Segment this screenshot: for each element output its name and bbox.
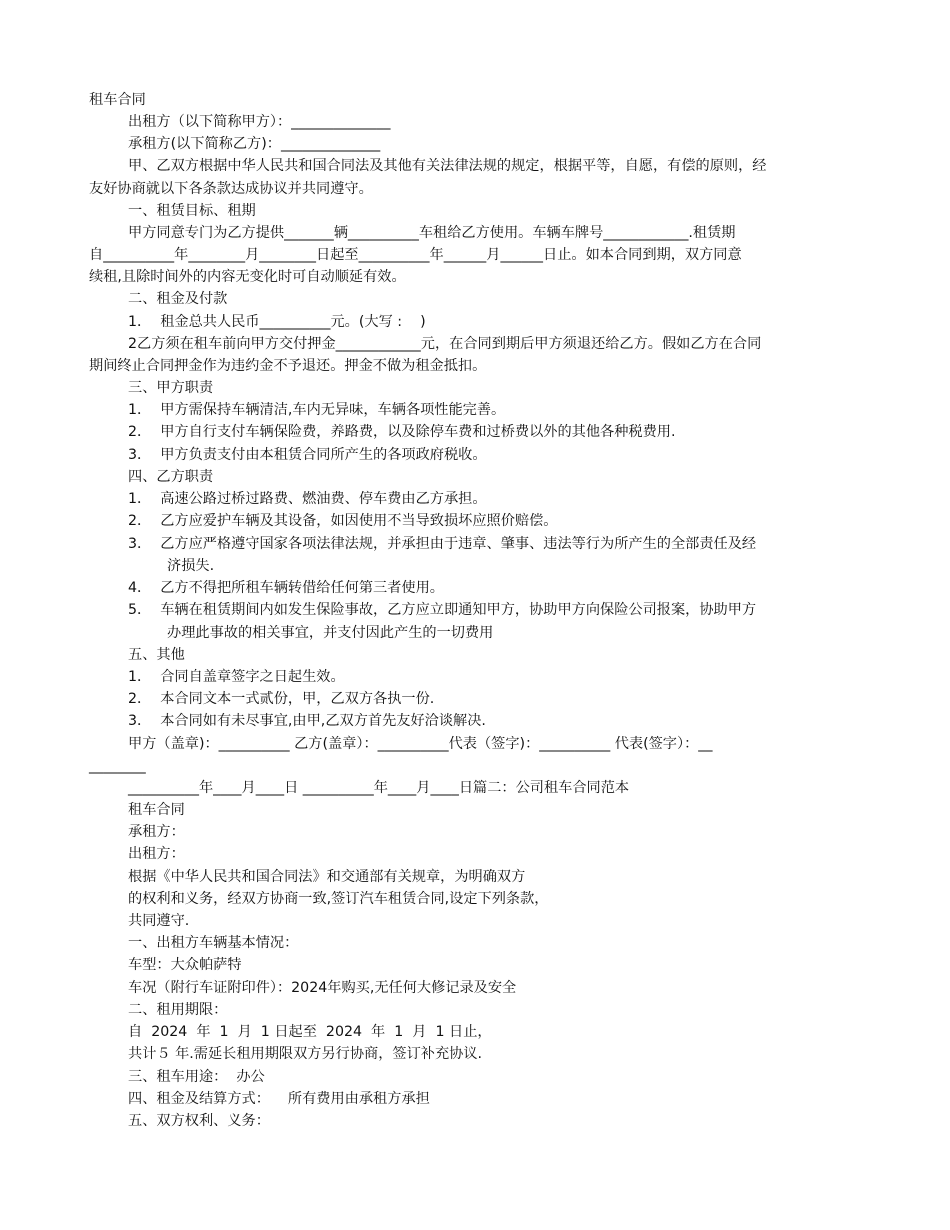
text-line: 根据《中华人民共和国合同法》和交通部有关规章，为明确双方	[128, 869, 526, 885]
text-line: 2． 乙方应爱护车辆及其设备，如因使用不当导致损坏应照价赔偿。	[128, 513, 558, 529]
text-line: 出租方（以下简称甲方）：______________	[128, 114, 391, 130]
text-line: 续租,且除时间外的内容无变化时可自动顺延有效。	[89, 269, 406, 285]
text-line: 2． 本合同文本一式贰份，甲，乙双方各执一份.	[128, 691, 435, 707]
text-line: 共同遵守.	[128, 913, 190, 929]
text-line: 五、双方权利、义务：	[128, 1113, 270, 1129]
text-line: 一、出租方车辆基本情况：	[128, 935, 299, 951]
text-line: 共计５ 年.需延长租用期限双方另行协商，签订补充协议.	[128, 1046, 483, 1062]
text-line: 友好协商就以下各条款达成协议并共同遵守。	[89, 181, 373, 197]
text-line: 四、租金及结算方式： 所有费用由承租方承担	[128, 1091, 430, 1107]
text-line: 车况（附行车证附印件）：2024年购买,无任何大修记录及安全	[128, 980, 517, 996]
text-line: 出租方：	[128, 846, 185, 862]
text-line: 办理此事故的相关事宜，并支付因此产生的一切费用	[167, 625, 494, 641]
text-line: 的权利和义务，经双方协商一致,签订汽车租赁合同,设定下列条款，	[128, 891, 549, 907]
text-line: 1． 高速公路过桥过路费、燃油费、停车费由乙方承担。	[128, 491, 487, 507]
text-line: 1． 合同自盖章签字之日起生效。	[128, 669, 345, 685]
text-line: 2乙方须在租车前向甲方交付押金____________元，在合同到期后甲方须退还给乙方。假如乙方在合同	[128, 336, 762, 352]
text-line: 甲、乙双方根据中华人民共和国合同法及其他有关法律法规的规定，根据平等，自愿，有偿的原则，经	[128, 158, 767, 174]
text-line: 济损失.	[167, 558, 215, 574]
text-line: 租车合同	[128, 802, 185, 818]
text-line: 2． 甲方自行支付车辆保险费，养路费，以及除停车费和过桥费以外的其他各种税费用.	[128, 424, 676, 440]
text-line: 3． 甲方负责支付由本租赁合同所产生的各项政府税收。	[128, 447, 487, 463]
text-line: ________	[89, 758, 146, 774]
text-line: 3． 乙方应严格遵守国家各项法律法规，并承担由于违章、肇事、违法等行为所产生的全部责任及经	[128, 536, 757, 552]
text-line: 二、租金及付款	[128, 291, 228, 307]
text-line: 甲方同意专门为乙方提供_______辆__________车租给乙方使用。车辆车牌号____________.租赁期	[128, 225, 736, 241]
text-line: 甲方（盖章)：__________ 乙方(盖章）：__________代表（签字)：__________ 代表(签字）：__	[128, 736, 713, 752]
text-line: 五、其他	[128, 647, 185, 663]
text-line: 1． 甲方需保持车辆清洁,车内无异味，车辆各项性能完善。	[128, 402, 506, 418]
text-line: 租车合同	[89, 92, 146, 108]
text-line: 四、乙方职责	[128, 469, 214, 485]
text-line: 期间终止合同押金作为违约金不予退还。押金不做为租金抵扣。	[89, 358, 487, 374]
text-line: 三、租车用途： 办公	[128, 1069, 265, 1085]
text-line: 3． 本合同如有未尽事宜,由甲,乙双方首先友好洽谈解决.	[128, 713, 486, 729]
text-line: 4． 乙方不得把所租车辆转借给任何第三者使用。	[128, 580, 444, 596]
text-line: 二、租用期限：	[128, 1002, 228, 1018]
text-line: 承租方：	[128, 824, 185, 840]
text-line: 车型：大众帕萨特	[128, 957, 242, 973]
text-line: 承租方(以下简称乙方)：______________	[128, 136, 381, 152]
text-line: 1． 租金总共人民币__________元。(大写 : )	[128, 314, 426, 330]
text-line: __________年____月____日 __________年____月____日篇二：公司租车合同范本	[128, 780, 630, 796]
text-line: 自 2024 年 1 月 1 日起至 2024 年 1 月 1 日止，	[128, 1024, 492, 1040]
text-line: 三、甲方职责	[128, 380, 214, 396]
text-line: 一、租赁目标、租期	[128, 203, 256, 219]
text-line: 自__________年________月________日起至__________年______月______日止。如本合同到期，双方同意	[89, 247, 742, 263]
text-line: 5． 车辆在租赁期间内如发生保险事故，乙方应立即通知甲方，协助甲方向保险公司报案，协助甲方	[128, 602, 757, 618]
